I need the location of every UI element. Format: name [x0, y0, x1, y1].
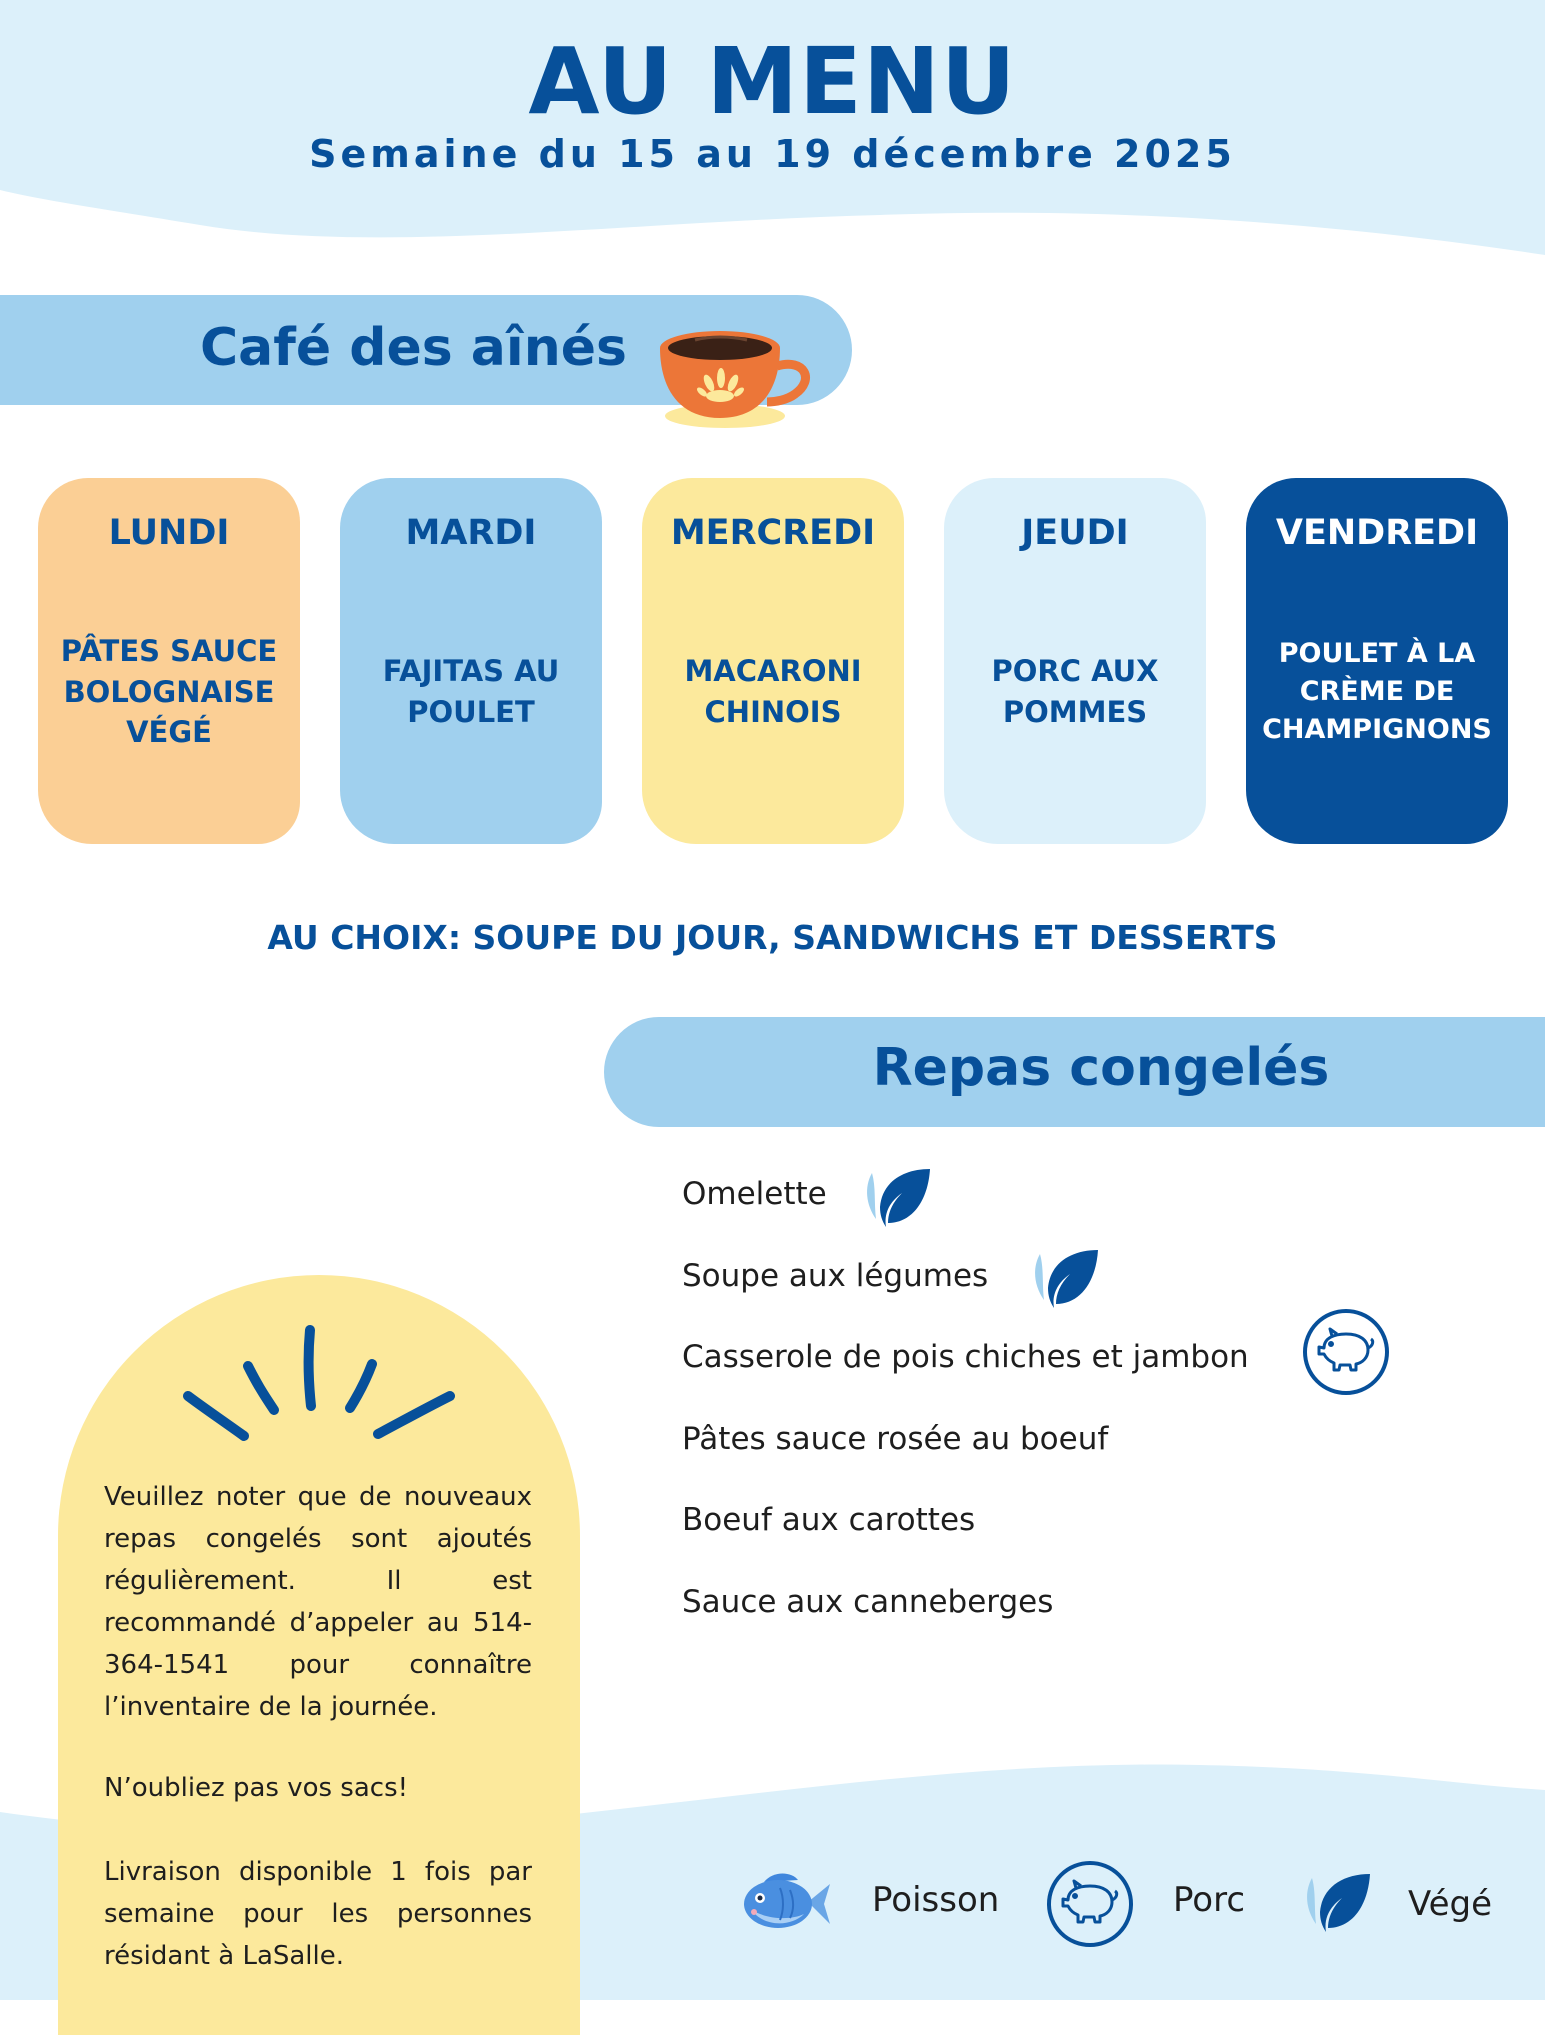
day-card-vendredi [1246, 478, 1508, 844]
frozen-item: Omelette [682, 1176, 827, 1212]
frozen-item: Boeuf aux carottes [682, 1502, 976, 1538]
frozen-item: Casserole de pois chiches et jambon [682, 1339, 1249, 1375]
frozen-item: Pâtes sauce rosée au boeuf [682, 1421, 1109, 1457]
note-paragraph: Veuillez noter que de nouveaux repas congelés sont ajoutés régulièrement. Il est recommandé d’appeler au 514-364-1541 pour connaître l’inventaire de la journée. [104, 1482, 532, 1722]
fish-icon [738, 1868, 834, 1938]
day-label: MARDI [405, 513, 537, 553]
day-label: LUNDI [108, 513, 230, 553]
leaf-icon [1030, 1246, 1102, 1314]
page-title: AU MENU [528, 28, 1017, 135]
coffee-cup-icon [655, 318, 825, 433]
day-dish: FAJITAS AU POULET [382, 654, 560, 729]
leaf-icon [862, 1165, 934, 1233]
daily-choices: AU CHOIX: SOUPE DU JOUR, SANDWICHS ET DESSERTS [267, 918, 1278, 957]
legend-fish-label: Poisson [872, 1880, 1000, 1920]
note-paragraph: Livraison disponible 1 fois par semaine pour les personnes résidant à LaSalle. [104, 1857, 532, 1971]
leaf-icon [1302, 1870, 1374, 1938]
pig-icon [1046, 1860, 1134, 1948]
pig-icon [1302, 1308, 1390, 1396]
frozen-item: Sauce aux canneberges [682, 1584, 1054, 1620]
day-dish: PÂTES SAUCE BOLOGNAISE VÉGÉ [60, 634, 278, 750]
legend-pork-label: Porc [1173, 1880, 1246, 1920]
day-dish: MACARONI CHINOIS [684, 654, 862, 729]
day-label: JEUDI [1021, 513, 1129, 553]
frozen-item: Soupe aux légumes [682, 1258, 989, 1294]
day-card-jeudi [944, 478, 1206, 844]
day-label: MERCREDI [670, 513, 876, 553]
day-card-lundi [38, 478, 300, 844]
day-card-mardi [340, 478, 602, 844]
page-subtitle: Semaine du 15 au 19 décembre 2025 [309, 132, 1236, 176]
day-card-mercredi [642, 478, 904, 844]
day-dish: PORC AUX POMMES [991, 654, 1159, 729]
day-label: VENDREDI [1275, 513, 1479, 553]
day-dish: POULET À LA CRÈME DE CHAMPIGNONS [1262, 638, 1492, 745]
cafe-title: Café des aînés [200, 318, 627, 378]
legend-veg-label: Végé [1408, 1884, 1493, 1924]
frozen-title: Repas congelés [872, 1038, 1330, 1098]
note-paragraph: N’oubliez pas vos sacs! [104, 1773, 409, 1803]
sparkle-rays-icon [180, 1322, 460, 1442]
